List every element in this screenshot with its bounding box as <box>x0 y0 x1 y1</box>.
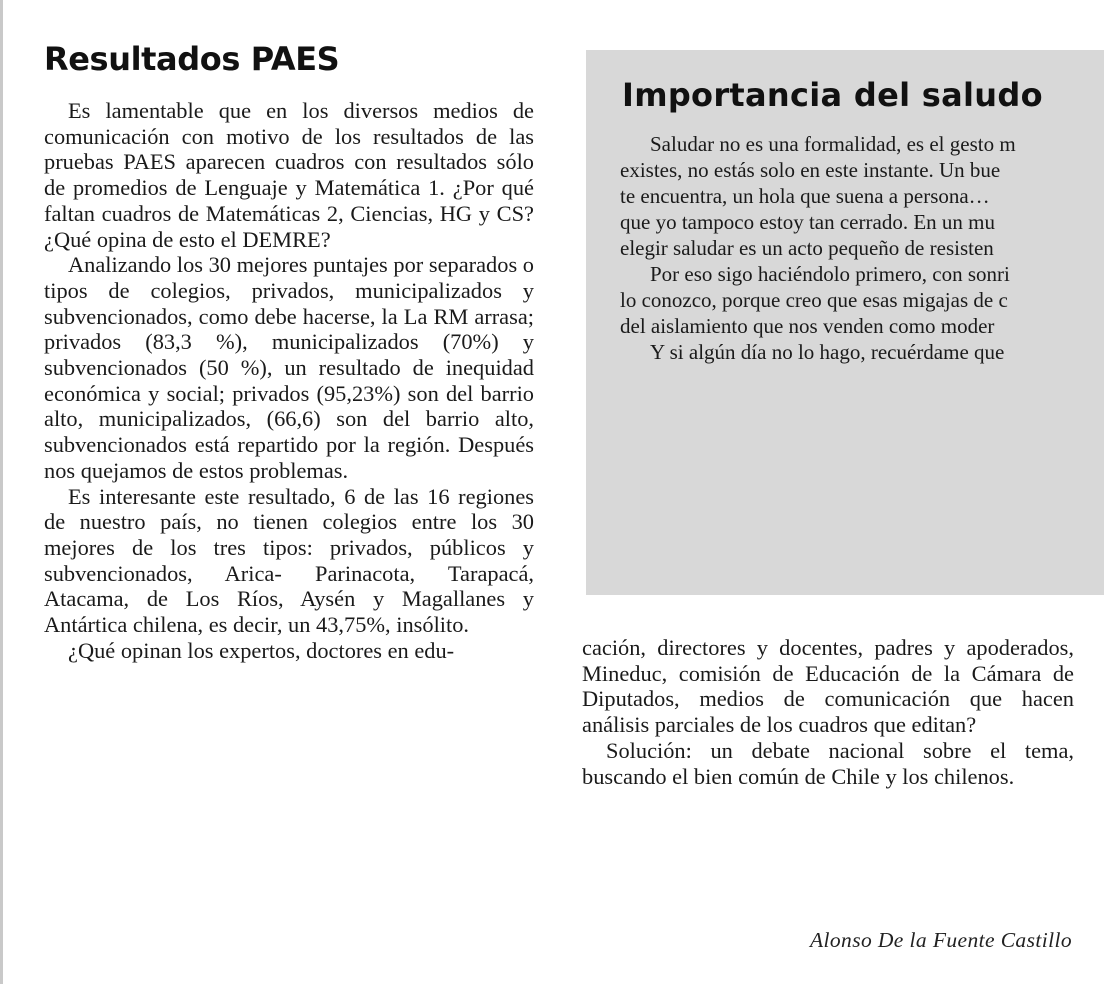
sidebar-line: te encuentra, un hola que suena a persona… <box>620 184 990 208</box>
sidebar-line: Saludar no es una formalidad, es el gesto m <box>650 132 1016 156</box>
author-signature: Alonso De la Fuente Castillo <box>809 928 1072 952</box>
sidebar-line: Por eso sigo haciéndolo primero, con sonri <box>650 262 1010 286</box>
sidebar-title: Importancia del saludo <box>622 76 1043 114</box>
sidebar-line: que yo tampoco estoy tan cerrado. En un mu <box>620 210 995 234</box>
sidebar-line: Y si algún día no lo hago, recuérdame que <box>650 340 1005 364</box>
sidebar-line: del aislamiento que nos venden como moder <box>620 314 995 338</box>
sidebar-body <box>620 131 1104 365</box>
page-border <box>0 0 3 984</box>
sidebar-line: lo conozco, porque creo que esas migajas de c <box>620 288 1008 312</box>
sidebar-line: elegir saludar es un acto pequeño de resisten <box>620 236 994 260</box>
article-title: Resultados PAES <box>44 40 340 78</box>
article-column-left <box>44 98 534 663</box>
article-paragraph: Es interesante este resultado, 6 de las 16 regiones de nuestro país, no tienen colegios entre los 30 mejores de los tres tipos: privados, públicos y subvencionados, Arica- Parinacota, Tarapacá, Atacama, de Los Ríos, Aysén y Magallanes y Antártica chilena, es decir, un 43,75%, insólito. <box>44 483 534 638</box>
article-paragraph: cación, directores y docentes, padres y apoderados, Mineduc, comisión de Educación de la Cámara de Diputados, medios de comunicación que hacen análisis parciales de los cuadros que editan? <box>582 635 1074 738</box>
sidebar-line: existes, no estás solo en este instante. Un bue <box>620 158 1001 182</box>
article-paragraph: ¿Qué opinan los expertos, doctores en edu- <box>68 637 455 663</box>
article-paragraph: Analizando los 30 mejores puntajes por separados o tipos de colegios, privados, municipalizados y subvencionados, como debe hacerse, la La RM arrasa; privados (83,3 %), municipalizados (70%) y subvencionados (50 %), un resultado de inequidad económica y social; privados (95,23%) son del barrio alto, municipalizados, (66,6) son del barrio alto, subvencionados está repartido por la región. Después nos quejamos de estos problemas. <box>44 252 534 483</box>
article-paragraph: Es lamentable que en los diversos medios de comunicación con motivo de los resultados de las pruebas PAES aparecen cuadros con resultados sólo de promedios de Lenguaje y Matemática 1. ¿Por qué faltan cuadros de Matemáticas 2, Ciencias, HG y CS? ¿Qué opina de esto el DEMRE? <box>44 98 534 252</box>
article-paragraph: Solución: un debate nacional sobre el tema, buscando el bien común de Chile y los chilenos. <box>582 737 1074 789</box>
sidebar-box <box>586 50 1104 595</box>
article-column-continuation <box>582 635 1074 789</box>
